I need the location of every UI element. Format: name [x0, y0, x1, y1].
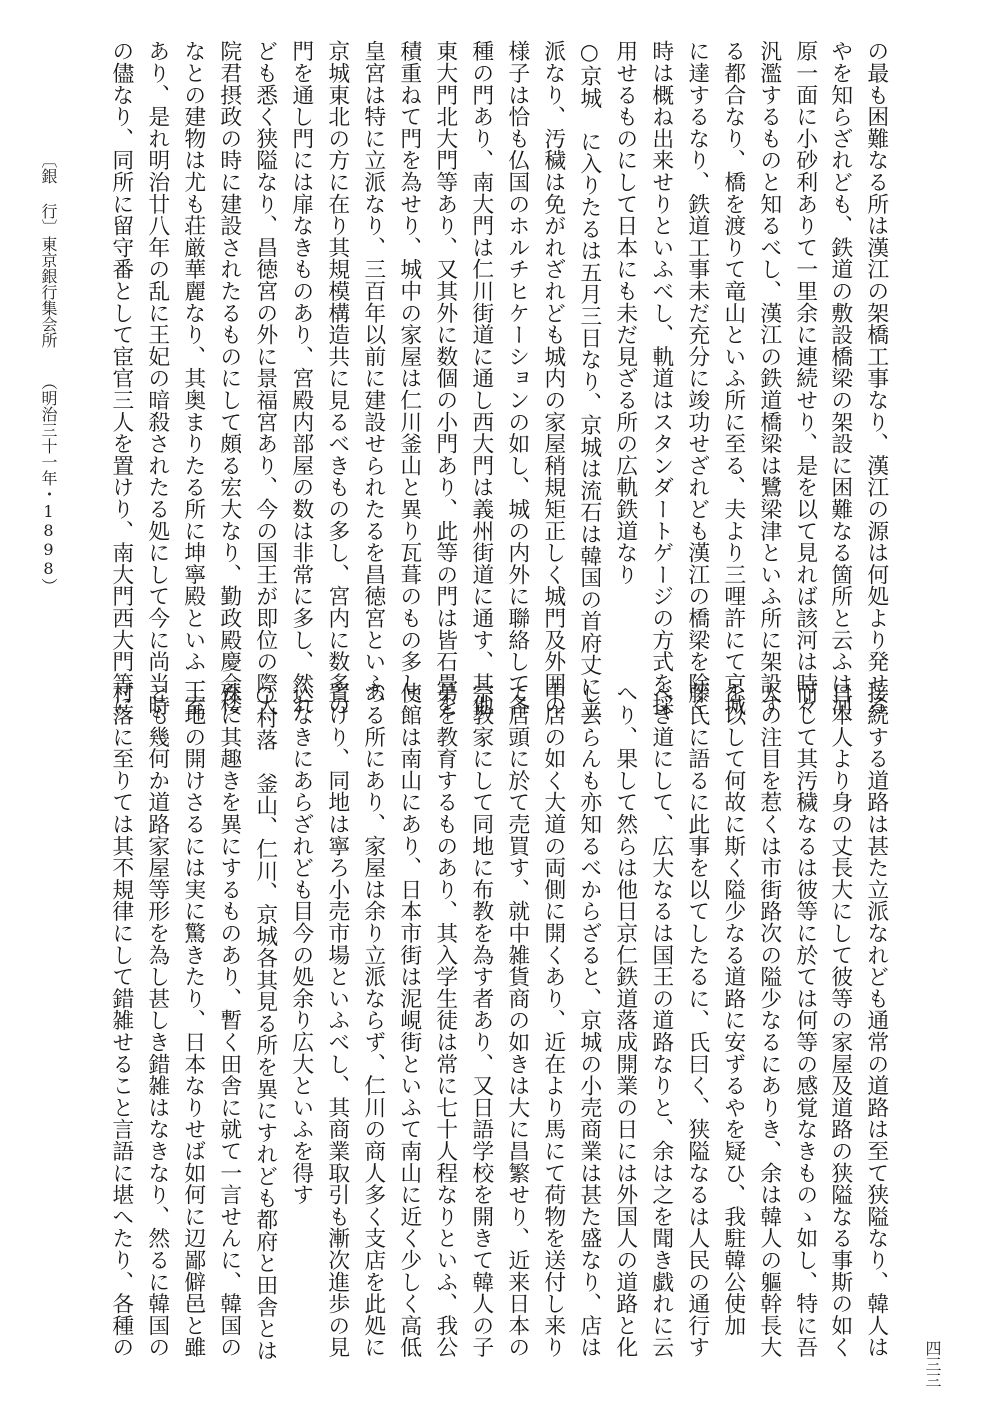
text-column: 派なり、汚穢は免がれざれども城内の家屋稍規矩正しく城門及外囲の	[540, 40, 566, 716]
text-column: ども悉く狭隘なり、昌徳宮の外に景福宮あり、今の国王が即位の際大	[252, 40, 278, 716]
running-head-source: 東京銀行集会所	[39, 236, 58, 348]
text-column: 殊に其趣きを異にするものあり、暫く田舎に就て一言せんに、韓国の	[216, 682, 242, 1358]
text-column: 京城東北の方に在り其規模構造共に見るべきもの多し、宮内に数多の	[324, 40, 350, 716]
text-column: 藤氏に語るに此事を以てしたるに、氏曰く、狭隘なるは人民の通行す	[684, 682, 710, 1358]
page-number: 四三三	[923, 1340, 942, 1388]
text-column: 土地の開けさるには実に驚きたり、日本なりせば如何に辺鄙僻邑と雖	[180, 682, 206, 1358]
text-column: 用せるものにして日本にも未だ見ざる所の広軌鉄道なり	[612, 40, 638, 585]
text-column: 汎濫するものと知るべし、漢江の鉄道橋梁は鷺梁津といふ所に架設す	[756, 40, 782, 716]
running-head-section: 〔銀 行〕	[39, 152, 58, 235]
text-column: し去らんも亦知るべからざると、京城の小売商業は甚た盛なり、店は	[576, 682, 602, 1358]
text-column: 宗教家にして同地に布教を為す者あり、又日語学校を開きて韓人の子	[468, 682, 494, 1358]
text-column: 而して其汚穢なるは彼等に於ては何等の感覚なきものゝ如し、特に吾	[792, 682, 818, 1358]
text-column: 様子は恰も仏国のホルチヒケーションの如し、城の内外に聯絡して各	[504, 40, 530, 716]
text-column: を以して何故に斯く隘少なる道路に安ずるやを疑ひ、我駐韓公使加	[720, 682, 746, 1336]
text-column: に達するなり、鉄道工事未だ充分に竣功せざれども漢江の橋梁を除く	[684, 40, 710, 716]
text-column: やを知らざれども、鉄道の敷設橋梁の架設に困難なる箇所と云ふは河	[827, 40, 853, 716]
text-column: 村落に至りては其不規律にして錯雑せること言語に堪へたり、各種の	[108, 682, 134, 1358]
text-column: 日本人より身の丈長大にして彼等の家屋及道路の狭隘なる事斯の如く	[827, 682, 853, 1358]
text-column: べき道にして、広大なるは国王の道路なりと、余は之を聞き戯れに云	[648, 682, 674, 1358]
text-column: 院君摂政の時に建設されたるものにして頗る宏大なり、勤政殿慶会楼	[216, 40, 242, 716]
text-column: ○村落 釜山、仁川、京城各其見る所を異にすれども都府と田舎とは	[252, 682, 278, 1361]
text-column: 原一面に小砂利ありて一里余に連続せり、是を以て見れば該河は時々	[792, 40, 818, 716]
text-column: あり、是れ明治廿八年の乱に王妃の暗殺されたる処にして今に尚当時	[144, 40, 170, 716]
text-column: の儘なり、同所に留守番として宦官三人を置けり、南大門西大門等に	[108, 40, 134, 716]
text-column: なとの建物は尤も荘厳華麗なり、其奥まりたる所に坤寧殿といふ一室	[180, 40, 206, 716]
text-column: る都合なり、橋を渡りて竜山といふ所に至る、夫より三哩許にて京城	[720, 40, 746, 716]
text-column: へり、果して然らは他日京仁鉄道落成開業の日には外国人の道路と化	[612, 682, 638, 1358]
text-column: の最も困難なる所は漢江の架橋工事なり、漢江の源は何処より発せる	[863, 40, 889, 716]
text-column: 弟を教育するものあり、其入学生徒は常に七十人程なりといふ、我公	[432, 682, 458, 1358]
text-column: 積重ねて門を為せり、城中の家屋は仁川釜山と異り瓦葺のもの多し、	[396, 40, 422, 716]
text-column: 接続する道路は甚た立派なれども通常の道路は至て狭隘なり、韓人は	[863, 682, 889, 1358]
text-column: 込なきにあらざれども目今の処余り広大といふを得す	[288, 682, 314, 1206]
text-column: とも幾何か道路家屋等形を為し甚しき錯雑はなきなり、然るに韓国の	[144, 682, 170, 1358]
text-column: ある所にあり、家屋は余り立派ならず、仁川の商人多く支店を此処に	[360, 682, 386, 1358]
text-column: 中店の如く大道の両側に開くあり、近在より馬にて荷物を送付し来り	[540, 682, 566, 1358]
text-column: 使館は南山にあり、日本市街は泥峴街といふて南山に近く少しく高低	[396, 682, 422, 1358]
text-column: 皇宮は特に立派なり、三百年以前に建設せられたるを昌徳宮といふ、	[360, 40, 386, 716]
text-column: 門を通し門には扉なきものあり、宮殿内部屋の数は非常に多し、然れ	[288, 40, 314, 716]
text-column: て店頭に於て売買す、就中雑貨商の如きは大に昌繁せり、近来日本の	[504, 682, 530, 1358]
text-column: 人の注目を惹くは市街路次の隘少なるにありき、余は韓人の軀幹長大	[756, 682, 782, 1358]
running-head-date: （明治三十一年・1898）	[39, 374, 58, 594]
text-column: 東大門北大門等あり、又其外に数個の小門あり、此等の門は皆石畳を	[432, 40, 458, 716]
text-column: 置けり、同地は寧ろ小売市場といふべし、其商業取引も漸次進歩の見	[324, 682, 350, 1358]
text-column: 時は概ね出来せりといふべし、軌道はスタンダートゲージの方式を採	[648, 40, 674, 716]
text-column: 種の門あり、南大門は仁川街道に通し西大門は義州街道に通す、其他	[468, 40, 494, 716]
text-column: ○京城 に入りたるは五月三日なり、京城は流石は韓国の首府丈に立	[576, 40, 602, 719]
